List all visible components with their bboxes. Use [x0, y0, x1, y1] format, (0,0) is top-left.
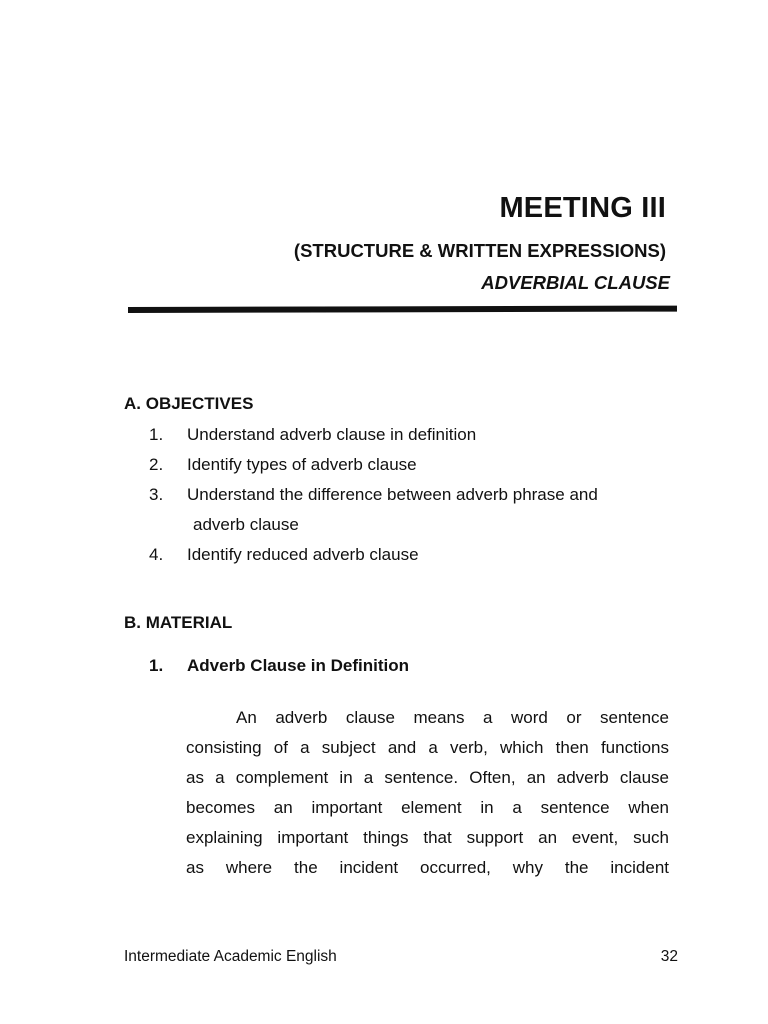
objective-number: 1.: [149, 425, 164, 444]
heading-rule: [128, 306, 677, 313]
body-line: becomes an important element in a sentence when: [186, 798, 669, 817]
objective-text: Identify types of adverb clause: [187, 455, 417, 474]
material-heading: B. MATERIAL: [124, 613, 233, 632]
subsection-number: 1.: [149, 656, 164, 675]
objective-text: Identify reduced adverb clause: [187, 545, 419, 564]
page-topic: ADVERBIAL CLAUSE: [481, 272, 670, 293]
objective-text: Understand adverb clause in definition: [187, 425, 477, 444]
page-title: MEETING III: [499, 192, 666, 224]
body-line: explaining important things that support an event, such: [186, 828, 669, 847]
objective-text: Understand the difference between adverb phrase and: [187, 485, 598, 504]
subsection-title: Adverb Clause in Definition: [187, 656, 409, 675]
page-subtitle: (STRUCTURE & WRITTEN EXPRESSIONS): [293, 240, 666, 261]
objective-number: 3.: [149, 485, 164, 504]
objective-number: 4.: [149, 545, 164, 564]
objective-number: 2.: [149, 455, 164, 474]
body-line: as where the incident occurred, why the incident: [186, 858, 669, 877]
body-line: An adverb clause means a word or sentence: [236, 708, 669, 727]
body-line: consisting of a subject and a verb, which then functions: [186, 738, 669, 757]
objective-text-continuation: adverb clause: [193, 515, 299, 534]
objectives-heading: A. OBJECTIVES: [124, 394, 254, 413]
body-line: as a complement in a sentence. Often, an adverb clause: [186, 768, 669, 787]
page-number: 32: [660, 948, 678, 965]
footer-book-title: Intermediate Academic English: [124, 948, 337, 965]
